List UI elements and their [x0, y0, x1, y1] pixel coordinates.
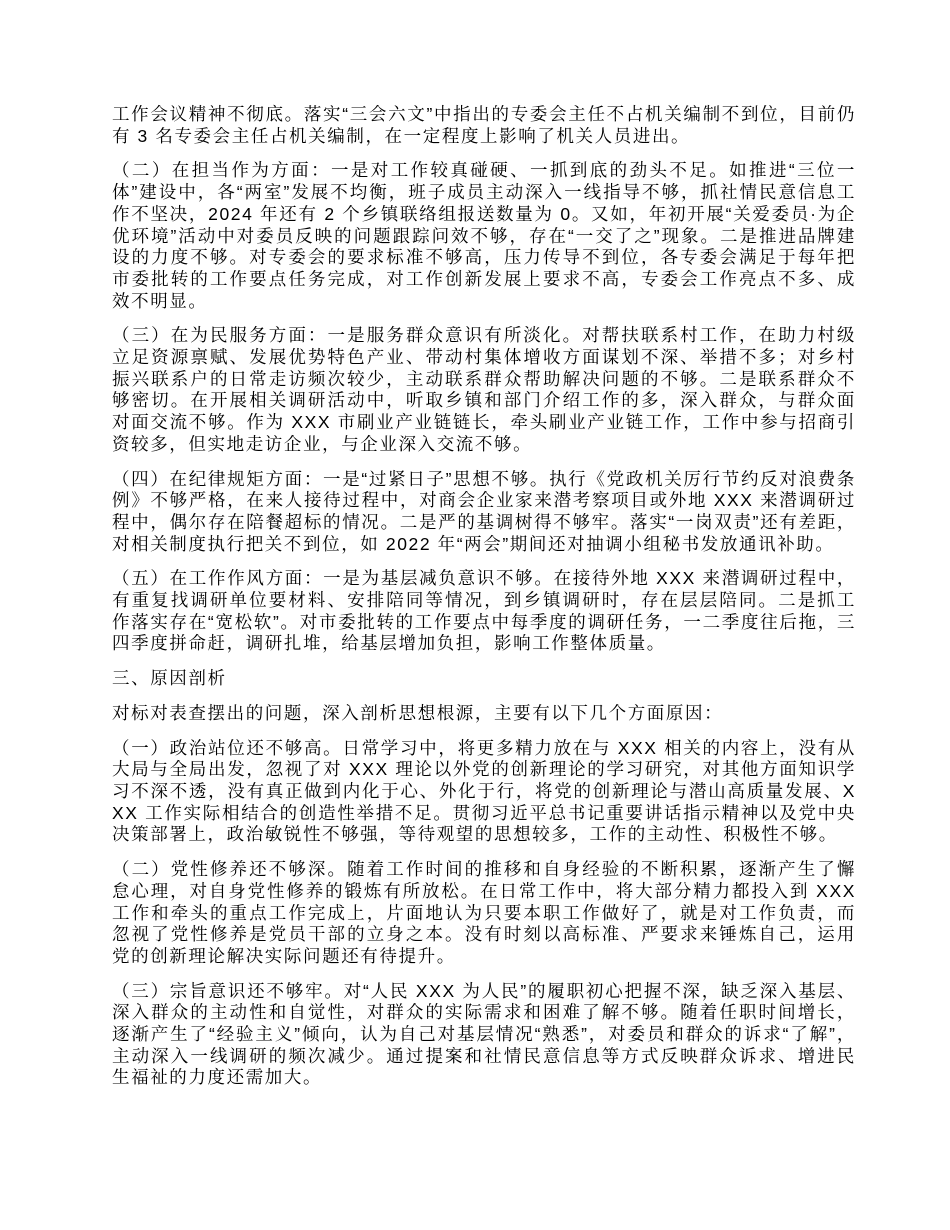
paragraph-section-five-work-style: （五）在工作作风方面：一是为基层减负意识不够。在接待外地 XXX 来潜调研过程中，有重复找调研单位要材料、安排陪同等情况，到乡镇调研时，存在层层陪同。二是抓工作落实存在“宽松软”。对市委批转的工作要点中每季度的调研任务，一二季度往后拖，三四季度拼命赶，调研扎堆，给基层增加负担，影响工作整体质量。	[112, 568, 856, 654]
paragraph-section-one-tail: 工作会议精神不彻底。落实“三会六文”中指出的专委会主任不占机关编制不到位，目前仍有 3 名专委会主任占机关编制，在一定程度上影响了机关人员进出。	[112, 104, 856, 146]
paragraph-cause-two-party-spirit: （二）党性修养还不够深。随着工作时间的推移和自身经验的不断积累，逐渐产生了懈怠心理，对自身党性修养的锻炼有所放松。在日常工作中，将大部分精力都投入到 XXX 工作和牵头的重点工作完成上，片面地认为只要本职工作做好了，就是对工作负责，而忽视了党性修养是党员干部的立身之本。没有时刻以高标准、严要求来锤炼自己，运用党的创新理论解决实际问题还有待提升。	[112, 859, 856, 966]
paragraph-cause-three-purpose-awareness: （三）宗旨意识还不够牢。对“人民 XXX 为人民”的履职初心把握不深，缺乏深入基层、深入群众的主动性和自觉性，对群众的实际需求和困难了解不够。随着任职时间增长，逐渐产生了“经验主义”倾向，认为自己对基层情况“熟悉”，对委员和群众的诉求“了解”，主动深入一线调研的频次减少。通过提案和社情民意信息等方式反映群众诉求、增进民生福祉的力度还需加大。	[112, 980, 856, 1088]
paragraph-cause-one-political-position: （一）政治站位还不够高。日常学习中，将更多精力放在与 XXX 相关的内容上，没有从大局与全局出发，忽视了对 XXX 理论以外党的创新理论的学习研究，对其他方面知识学习不深不透，没有真正做到内化于心、外化于行，将党的创新理论与潜山高质量发展、XXX 工作实际相结合的创造性举措不足。贯彻习近平总书记重要讲话指示精神以及党中央决策部署上，政治敏锐性不够强，等待观望的思想较多，工作的主动性、积极性不够。	[112, 737, 856, 845]
paragraph-cause-intro: 对标对表查摆出的问题，深入剖析思想根源，主要有以下几个方面原因：	[112, 702, 724, 723]
heading-cause-analysis: 三、原因剖析	[112, 668, 227, 689]
paragraph-section-four-discipline: （四）在纪律规矩方面：一是“过紧日子”思想不够。执行《党政机关厉行节约反对浪费条例》不够严格，在来人接待过程中，对商会企业家来潜考察项目或外地 XXX 来潜调研过程中，偶尔存在陪餐超标的情况。二是严的基调树得不够牢。落实“一岗双责”还有差距，对相关制度执行把关不到位，如 2022 年“两会”期间还对抽调小组秘书发放通讯补助。	[112, 468, 856, 554]
paragraph-section-two-responsibility: （二）在担当作为方面：一是对工作较真碰硬、一抓到底的劲头不足。如推进“三位一体”建设中，各“两室”发展不均衡，班子成员主动深入一线指导不够，抓社情民意信息工作不坚决，2024 年还有 2 个乡镇联络组报送数量为 0。又如，年初开展“关爱委员·为企优环境”活动中对委员反映的问题跟踪问效不够，存在“一交了之”现象。二是推进品牌建设的力度不够。对专委会的要求标准不够高，压力传导不到位，各专委会满足于每年把市委批转的工作要点任务完成，对工作创新发展上要求不高，专委会工作亮点不多、成效不明显。	[112, 160, 856, 311]
paragraph-section-three-serving-people: （三）在为民服务方面：一是服务群众意识有所淡化。对帮扶联系村工作，在助力村级立足资源禀赋、发展优势特色产业、带动村集体增收方面谋划不深、举措不多；对乡村振兴联系户的日常走访频次较少，主动联系群众帮助解决问题的不够。二是联系群众不够密切。在开展相关调研活动中，听取乡镇和部门介绍工作的多，深入群众，与群众面对面交流不够。作为 XXX 市刷业产业链链长，牵头刷业产业链工作，工作中参与招商引资较多，但实地走访企业，与企业深入交流不够。	[112, 325, 856, 454]
